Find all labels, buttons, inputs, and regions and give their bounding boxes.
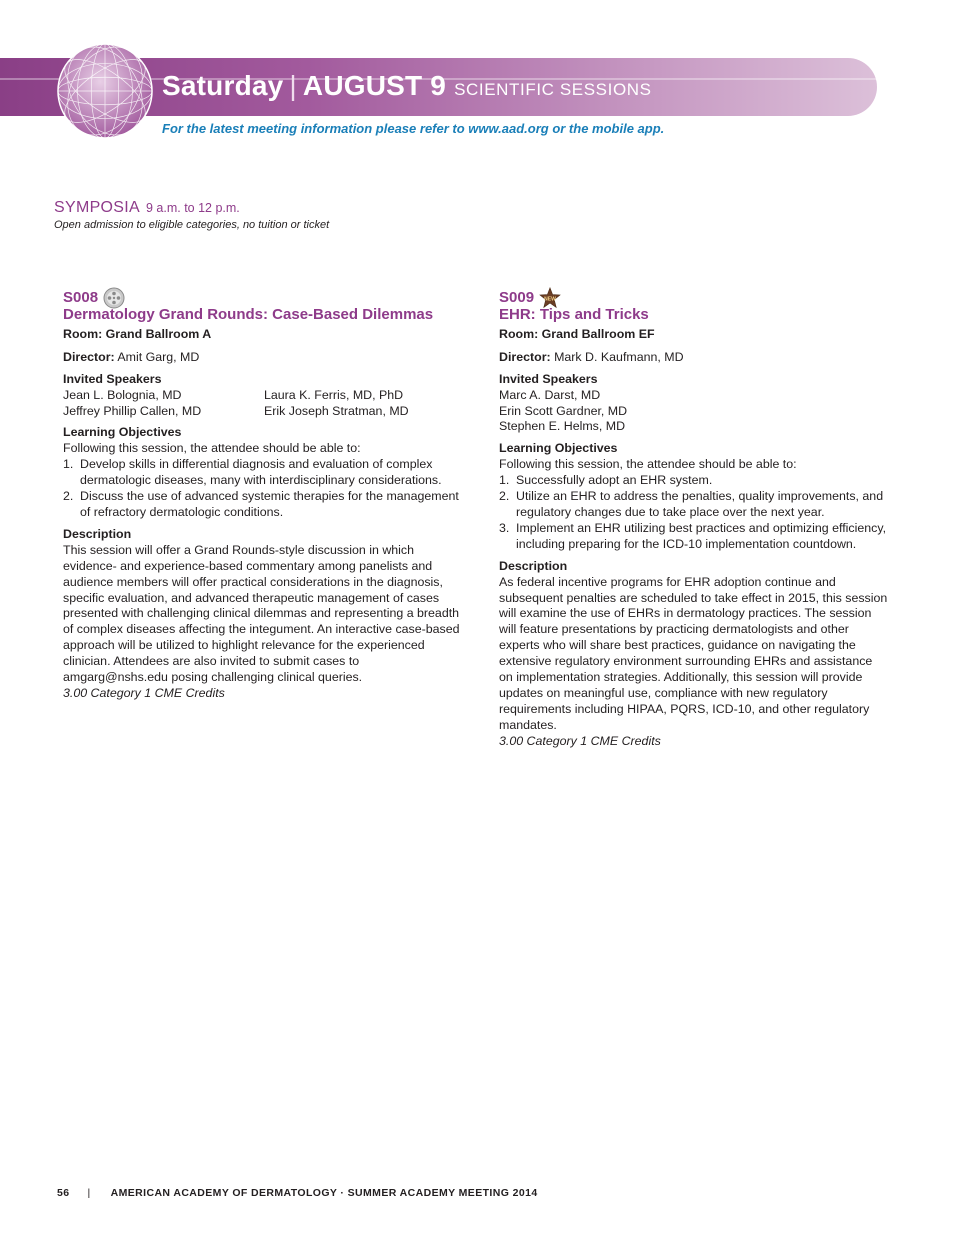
objective-item xyxy=(63,457,463,489)
symposia-time: 9 a.m. to 12 p.m. xyxy=(145,201,240,215)
new-badge-text: NEW xyxy=(544,296,556,303)
director-name: Mark D. Kaufmann, MD xyxy=(550,349,684,364)
objective-number: 2. xyxy=(63,489,74,504)
date-label: AUGUST 9 xyxy=(302,70,447,101)
section-label: SCIENTIFIC SESSIONS xyxy=(454,80,652,99)
page-footer xyxy=(57,1187,538,1199)
speaker: Laura K. Ferris, MD, PhD xyxy=(264,387,404,402)
session-title: Dermatology Grand Rounds: Case-Based Dilemmas xyxy=(63,306,434,323)
objectives-label: Learning Objectives xyxy=(63,425,182,440)
aad-link[interactable]: www.aad.org xyxy=(468,121,549,136)
objective-number: 2. xyxy=(499,489,510,504)
footer-separator: | xyxy=(87,1187,91,1199)
speaker: Erin Scott Gardner, MD xyxy=(499,403,628,418)
session-code: S009 xyxy=(499,289,535,307)
objective-number: 1. xyxy=(63,457,74,472)
objectives-label: Learning Objectives xyxy=(499,441,618,456)
day-label: Saturday xyxy=(162,70,284,101)
objective-text: Utilize an EHR to address the penalties, quality improvements, and regulatory changes due to take place over the next year. xyxy=(516,489,884,519)
session-description: As federal incentive programs for EHR adoption continue and subsequent penalties are scheduled to take effect in 2015, this session will examine the use of EHRs in dermatology practices. The session will feature presentations by practicing dermatologists and other experts who will share best practices, guidance on navigating the extensive regulatory environment surrounding EHRs and assistance on implementation strategies. Additionally, this session will provide updates on meaningful use, compliance with new regulatory requirements including HIPAA, PQRS, ICD-10, and other regulatory mandates. xyxy=(499,574,888,732)
objectives-intro: Following this session, the attendee should be able to: xyxy=(63,441,361,456)
director-name: Amit Garg, MD xyxy=(114,349,200,364)
speaker: Stephen E. Helms, MD xyxy=(499,419,626,434)
objectives-intro: Following this session, the attendee should be able to: xyxy=(499,457,797,472)
speakers-label: Invited Speakers xyxy=(499,371,598,386)
session-s008 xyxy=(63,287,463,702)
page-title xyxy=(162,70,652,102)
info-prefix: For the latest meeting information please refer to xyxy=(162,121,469,136)
session-director xyxy=(63,350,463,366)
objective-text: Implement an EHR utilizing best practices and optimizing efficiency, including preparing for the ICD-10 implementation countdown. xyxy=(516,520,887,551)
objective-item xyxy=(63,489,463,521)
objective-number: 1. xyxy=(499,473,510,488)
objectives-list xyxy=(63,457,463,521)
session-title: EHR: Tips and Tricks xyxy=(499,306,649,323)
speaker: Marc A. Darst, MD xyxy=(499,387,601,402)
speaker: Jeffrey Phillip Callen, MD xyxy=(63,403,202,418)
objective-text: Successfully adopt an EHR system. xyxy=(516,473,713,488)
session-room: Room: Grand Ballroom EF xyxy=(499,326,655,341)
session-s009 xyxy=(499,287,889,750)
symposia-note: Open admission to eligible categories, no tuition or ticket xyxy=(54,219,330,231)
description-label: Description xyxy=(63,526,132,541)
objective-item xyxy=(499,473,889,489)
speakers-label: Invited Speakers xyxy=(63,371,162,386)
footer-text: AMERICAN ACADEMY OF DERMATOLOGY · SUMMER ACADEMY MEETING 2014 xyxy=(110,1187,538,1199)
symposia-label: SYMPOSIA xyxy=(54,199,140,216)
objective-item xyxy=(499,489,889,521)
description-label: Description xyxy=(499,558,568,573)
symposia-heading xyxy=(54,199,240,217)
objective-text: Discuss the use of advanced systemic therapies for the management of refractory dermatologic conditions. xyxy=(80,489,459,519)
speaker: Erik Joseph Stratman, MD xyxy=(264,403,409,418)
globe-logo-icon xyxy=(56,42,154,140)
cme-credits: 3.00 Category 1 CME Credits xyxy=(499,733,661,748)
objective-number: 3. xyxy=(499,520,510,535)
info-line xyxy=(162,121,664,136)
session-description: This session will offer a Grand Rounds-style discussion in which evidence- and experience-based commentary among panelists and audience members will offer practical considerations in the diagnosis, specific evaluation, and advanced therapeutic management of cases presented with challenging clinical dilemmas and representing a breadth of complex diseases affecting the integument. An interactive case-based approach will be utilized to highlight relevance for the experienced clinician. Attendees are also invited to submit cases to amgarg@nshs.edu posing challenging clinical queries. xyxy=(63,542,460,685)
page-number: 56 xyxy=(57,1187,70,1199)
title-separator: | xyxy=(289,70,297,101)
speaker: Jean L. Bolognia, MD xyxy=(63,387,182,402)
objective-item xyxy=(499,521,889,553)
director-label: Director: xyxy=(499,349,551,364)
session-code: S008 xyxy=(63,289,99,307)
cme-credits: 3.00 Category 1 CME Credits xyxy=(63,685,225,700)
director-label: Director: xyxy=(63,349,115,364)
objective-text: Develop skills in differential diagnosis and evaluation of complex dermatologic diseases, many with interdisciplinary considerations. xyxy=(80,457,442,488)
session-director xyxy=(499,350,889,366)
speakers-list xyxy=(63,388,463,420)
speakers-list xyxy=(499,388,889,436)
objectives-list xyxy=(499,473,889,553)
info-suffix: or the mobile app. xyxy=(548,121,665,136)
session-room: Room: Grand Ballroom A xyxy=(63,326,212,341)
